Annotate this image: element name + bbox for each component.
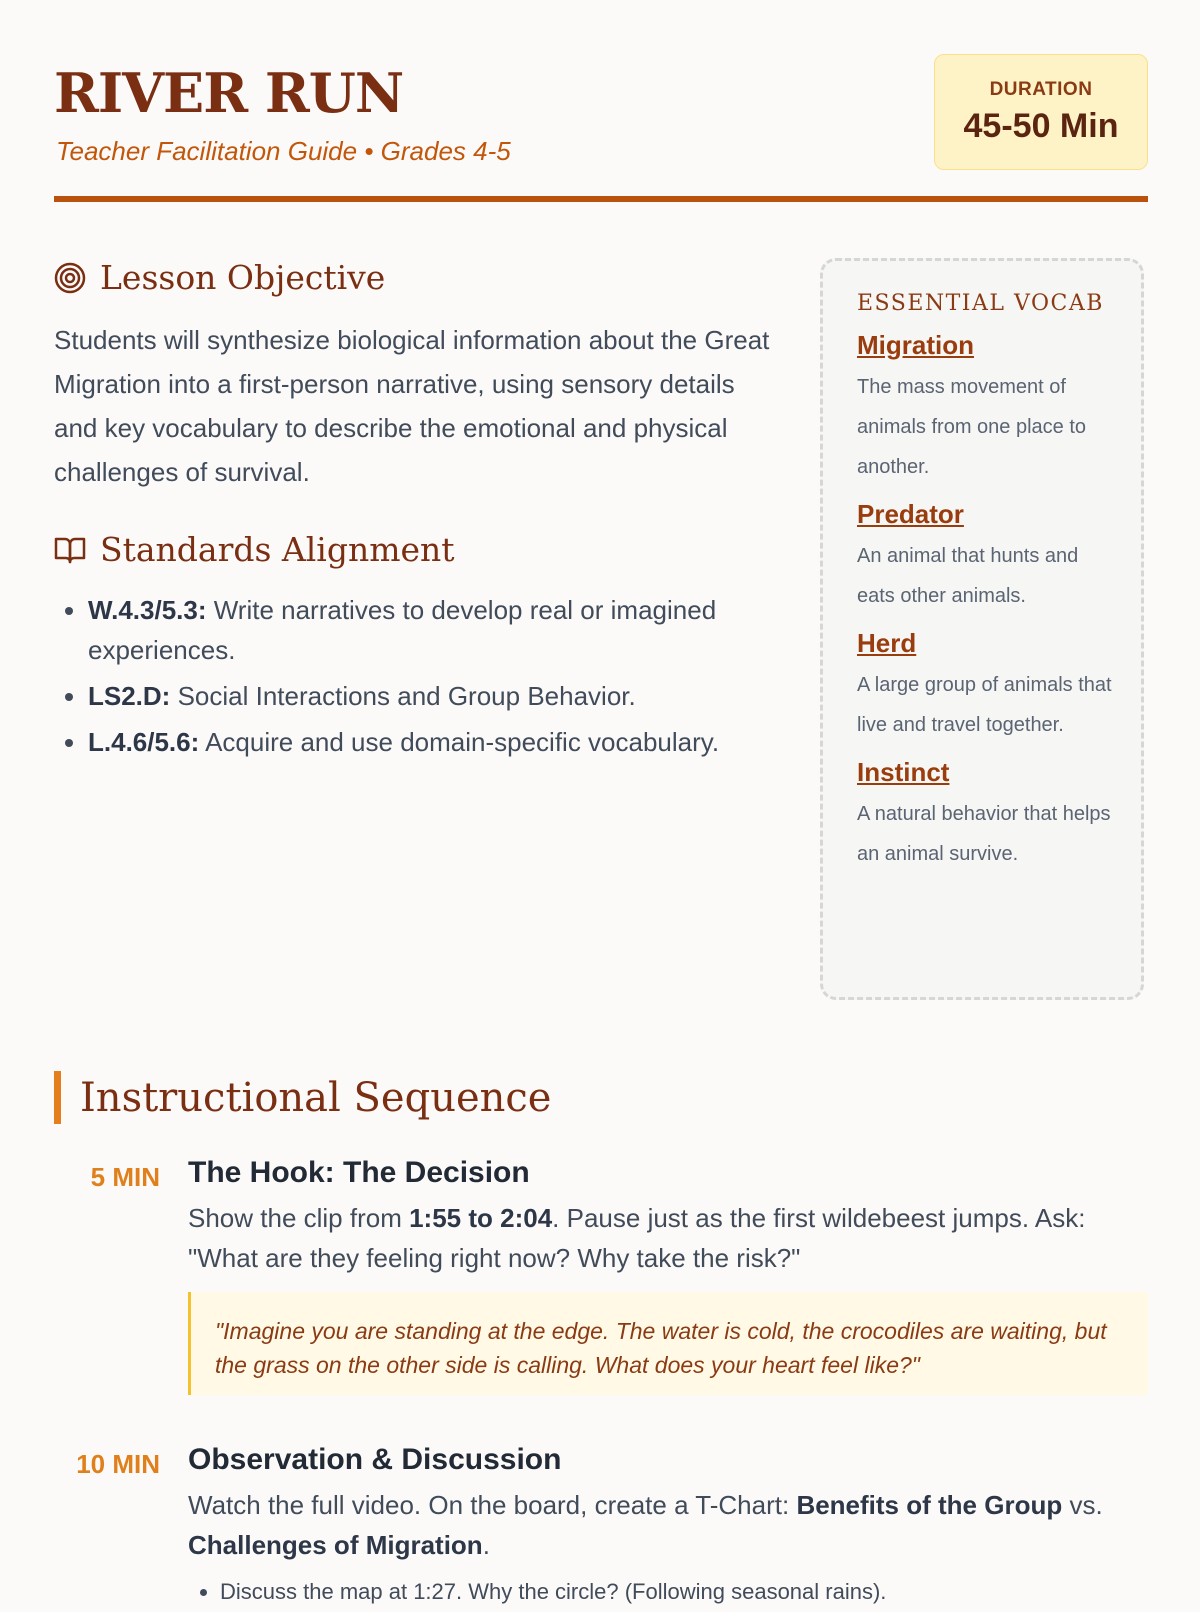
step-time: 10 MIN (76, 1449, 160, 1479)
sequence-title: Instructional Sequence (80, 1075, 552, 1121)
teacher-quote: "Imagine you are standing at the edge. The water is cold, the crocodiles are waiting, but the grass on the other side is calling. What does your heart feel like?" (188, 1292, 1148, 1395)
standard-code: LS2.D: (88, 681, 171, 711)
duration-card (934, 54, 1148, 170)
target-icon (54, 262, 86, 294)
step-time: 5 MIN (90, 1162, 160, 1192)
vocab-definition: An animal that hunts and eats other animals. (857, 545, 1079, 607)
page-subtitle: Teacher Facilitation Guide • Grades 4-5 (56, 136, 511, 166)
standard-text: Write narratives to develop real or imagined experiences. (88, 595, 717, 665)
standard-code: W.4.3/5.3: (88, 595, 207, 625)
vocab-definition: A large group of animals that live and travel together. (857, 674, 1112, 736)
book-open-icon (54, 535, 86, 565)
standard-item (88, 722, 768, 762)
step-description: Show the clip from 1:55 to 2:04. Pause just as the first wildebeest jumps. Ask: "What are they feeling right now? Why take the risk?" (188, 1203, 1086, 1273)
standards-heading (54, 530, 455, 569)
objective-title: Lesson Objective (100, 258, 386, 297)
vocab-term-instinct[interactable]: Instinct (857, 757, 950, 787)
standards-title: Standards Alignment (100, 530, 455, 569)
duration-value: 45-50 Min (963, 107, 1119, 145)
step-description: Watch the full video. On the board, create a T-Chart: Benefits of the Group vs. Challenges of Migration. (188, 1490, 1103, 1560)
duration-label: DURATION (989, 79, 1093, 100)
step-title: The Hook: The Decision (188, 1156, 530, 1189)
vocab-card (820, 258, 1144, 1000)
standard-text: Acquire and use domain-specific vocabulary. (199, 727, 720, 757)
header-divider (54, 196, 1148, 202)
vocab-definition: The mass movement of animals from one place to another. (857, 376, 1087, 478)
step-title: Observation & Discussion (188, 1443, 562, 1476)
vocab-term-migration[interactable]: Migration (857, 330, 974, 360)
page-header (54, 0, 1148, 204)
standard-text: Social Interactions and Group Behavior. (170, 681, 636, 711)
vocab-term-herd[interactable]: Herd (857, 628, 917, 658)
step-bullet: • Discuss the map at 1:27. Why the circle? (Following seasonal rains). (220, 1572, 1180, 1612)
standard-code: L.4.6/5.6: (88, 727, 200, 757)
vocab-term-predator[interactable]: Predator (857, 499, 964, 529)
page-title: RIVER RUN (54, 61, 404, 125)
sequence-accent-bar (54, 1071, 61, 1124)
vocab-definition: A natural behavior that helps an animal survive. (857, 803, 1111, 865)
standard-item (88, 676, 768, 716)
objective-text: Students will synthesize biological information about the Great Migration into a first-person narrative, using sensory details and key vocabulary to describe the emotional and physical challenges of survival. (54, 325, 770, 487)
standards-list (54, 590, 768, 768)
standard-item (88, 590, 768, 670)
objective-heading (54, 258, 385, 297)
vocab-heading: ESSENTIAL VOCAB (857, 291, 1104, 316)
step-bullets (188, 1572, 1180, 1612)
